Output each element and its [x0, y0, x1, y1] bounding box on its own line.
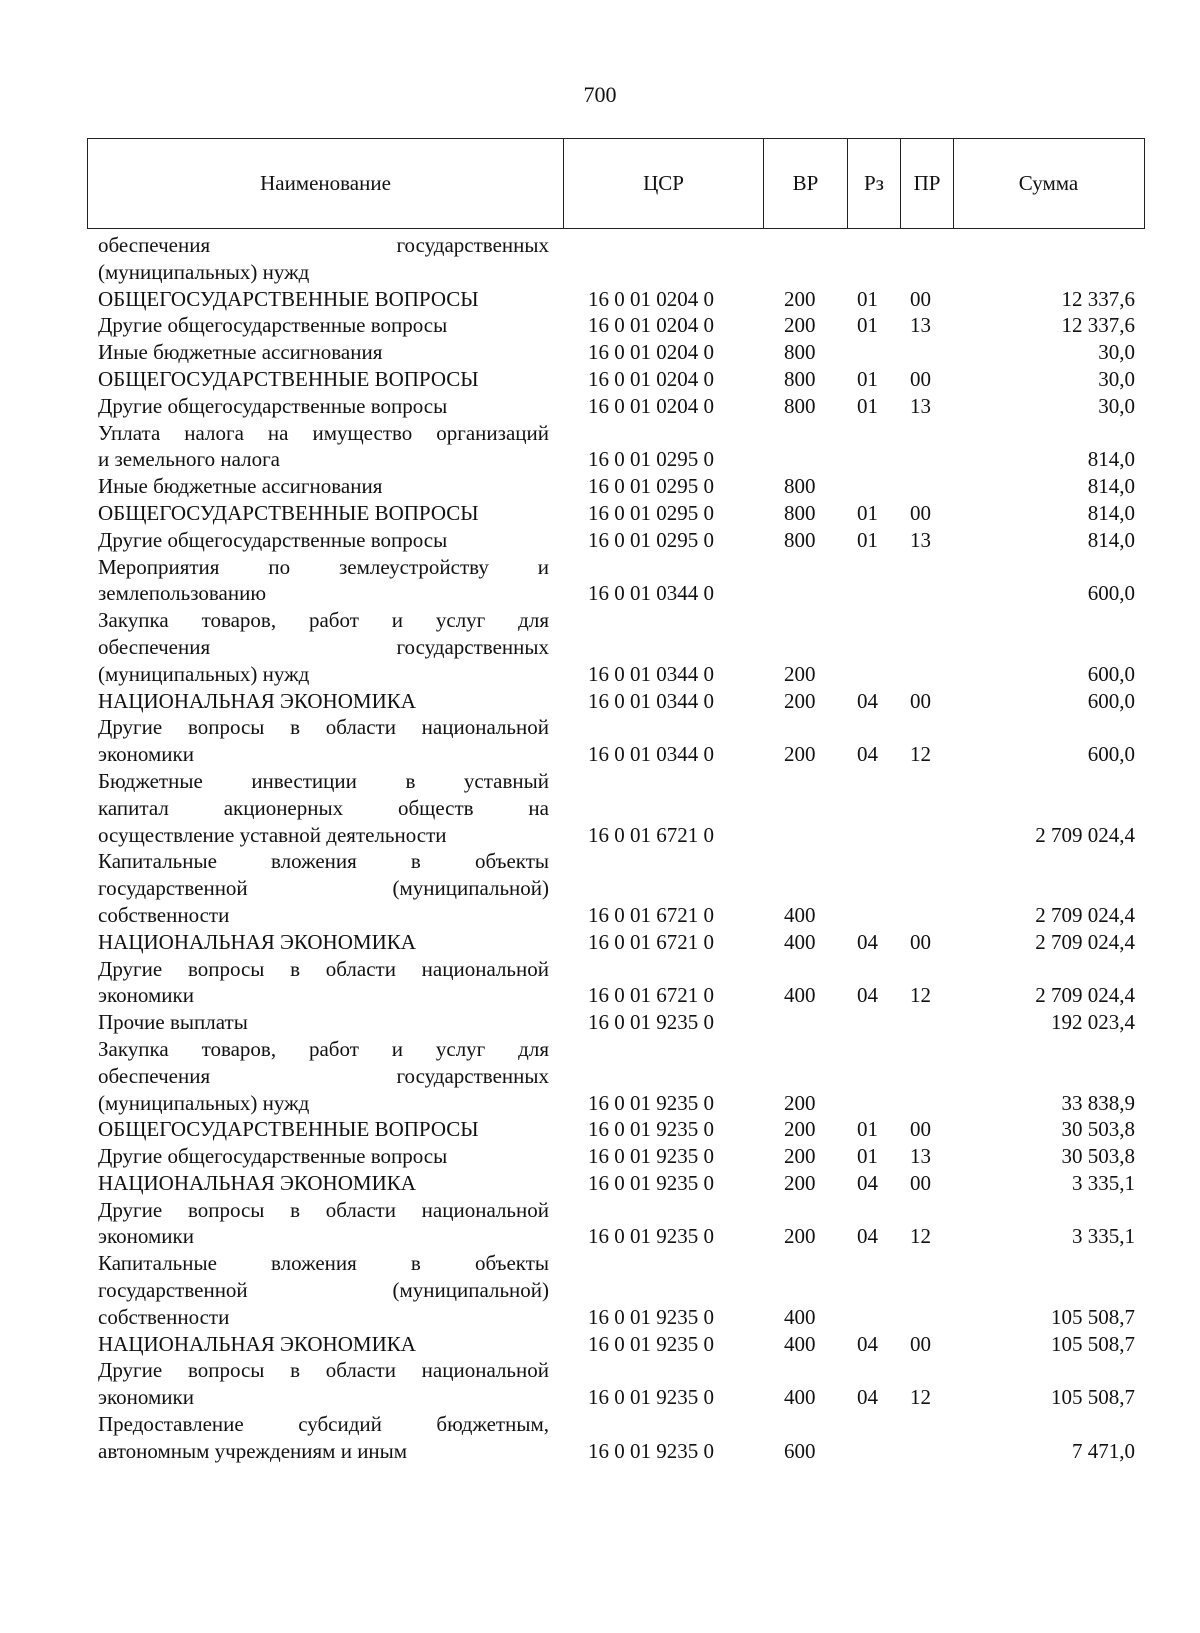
cell-sum: 2 709 024,4	[1035, 983, 1135, 1008]
cell-rz: 01	[857, 500, 878, 525]
cell-rz: 04	[857, 983, 878, 1008]
cell-sum: 30,0	[1098, 340, 1135, 365]
cell-pr: 13	[910, 313, 931, 338]
row-name-line: Иные бюджетные ассигнования	[98, 474, 383, 499]
row-name-line: экономики	[98, 1224, 194, 1249]
cell-csr: 16 0 01 6721 0	[588, 822, 714, 847]
row-values	[0, 339, 1200, 366]
cell-vr: 200	[784, 1224, 816, 1249]
table-row	[0, 312, 1200, 339]
cell-rz: 04	[857, 742, 878, 767]
cell-sum: 600,0	[1087, 661, 1135, 686]
row-name-line: Предоставление субсидий бюджетным,	[98, 1412, 549, 1437]
cell-vr: 800	[784, 366, 816, 391]
cell-rz: 01	[857, 527, 878, 552]
row-name-line: обеспечения государственных	[98, 634, 549, 659]
row-name-line: обеспечения государственных	[98, 233, 549, 257]
row-name-line: обеспечения государственных	[98, 1063, 549, 1088]
row-values	[0, 1304, 1200, 1331]
cell-sum: 7 471,0	[1072, 1438, 1135, 1463]
cell-csr: 16 0 01 9235 0	[588, 1144, 714, 1169]
table-row	[0, 1331, 1200, 1358]
header-sum: Сумма	[1018, 171, 1079, 195]
table-header	[87, 138, 1145, 229]
row-name-line: НАЦИОНАЛЬНАЯ ЭКОНОМИКА	[98, 688, 416, 713]
table-row	[0, 1197, 1200, 1251]
cell-pr: 12	[910, 1224, 931, 1249]
row-name-line: осуществление уставной деятельности	[98, 822, 447, 847]
cell-rz: 04	[857, 1170, 878, 1195]
table-row	[0, 1009, 1200, 1036]
cell-vr: 800	[784, 393, 816, 418]
cell-vr: 800	[784, 474, 816, 499]
row-name-line: ОБЩЕГОСУДАРСТВЕННЫЕ ВОПРОСЫ	[98, 366, 479, 391]
cell-vr: 800	[784, 500, 816, 525]
cell-sum: 105 508,7	[1051, 1385, 1135, 1410]
row-name-line: НАЦИОНАЛЬНАЯ ЭКОНОМИКА	[98, 929, 416, 954]
cell-vr: 400	[784, 1331, 816, 1356]
row-name-line: Другие общегосударственные вопросы	[98, 313, 448, 338]
cell-pr: 00	[910, 688, 931, 713]
cell-vr: 400	[784, 983, 816, 1008]
row-values	[0, 580, 1200, 607]
row-values	[0, 929, 1200, 956]
row-name-line: Иные бюджетные ассигнования	[98, 340, 383, 365]
table-row	[0, 929, 1200, 956]
table-row	[0, 339, 1200, 366]
cell-csr: 16 0 01 0344 0	[588, 742, 714, 767]
cell-pr: 00	[910, 1170, 931, 1195]
row-values	[0, 1090, 1200, 1117]
row-name-line: капитал акционерных обществ на	[98, 795, 549, 820]
row-values	[0, 446, 1200, 473]
table-row	[0, 1036, 1200, 1116]
cell-vr: 200	[784, 688, 816, 713]
cell-sum: 814,0	[1087, 527, 1135, 552]
row-name-line: собственности	[98, 902, 230, 927]
row-name-line: и земельного налога	[98, 447, 281, 472]
cell-rz: 01	[857, 313, 878, 338]
cell-csr: 16 0 01 9235 0	[588, 1170, 714, 1195]
cell-sum: 30,0	[1098, 366, 1135, 391]
cell-sum: 33 838,9	[1061, 1090, 1135, 1115]
cell-sum: 30 503,8	[1061, 1117, 1135, 1142]
row-values	[0, 1009, 1200, 1036]
row-name-line: экономики	[98, 742, 194, 767]
row-values	[0, 1143, 1200, 1170]
cell-csr: 16 0 01 0204 0	[588, 393, 714, 418]
cell-vr: 200	[784, 1117, 816, 1142]
cell-pr: 00	[910, 929, 931, 954]
header-rz: Рз	[848, 139, 901, 228]
table-row	[0, 1411, 1200, 1465]
row-name-line: Другие вопросы в области национальной	[98, 715, 549, 740]
cell-pr: 00	[910, 366, 931, 391]
row-name-line: экономики	[98, 1385, 194, 1410]
row-name-line: ОБЩЕГОСУДАРСТВЕННЫЕ ВОПРОСЫ	[98, 1117, 479, 1142]
cell-pr: 12	[910, 742, 931, 767]
row-name-line: государственной (муниципальной)	[98, 876, 549, 901]
table-row	[0, 420, 1200, 474]
cell-rz: 04	[857, 688, 878, 713]
row-name-line: Другие вопросы в области национальной	[98, 1358, 549, 1383]
row-values	[0, 982, 1200, 1009]
cell-vr: 200	[784, 661, 816, 686]
cell-pr: 12	[910, 1385, 931, 1410]
cell-vr: 800	[784, 340, 816, 365]
row-name-line: Закупка товаров, работ и услуг для	[98, 1036, 549, 1061]
cell-csr: 16 0 01 9235 0	[588, 1117, 714, 1142]
row-values	[0, 393, 1200, 420]
table-row	[0, 500, 1200, 527]
cell-rz: 01	[857, 286, 878, 311]
row-name-line: ОБЩЕГОСУДАРСТВЕННЫЕ ВОПРОСЫ	[98, 500, 479, 525]
row-name-line: Другие вопросы в области национальной	[98, 956, 549, 981]
table-row	[0, 607, 1200, 687]
cell-pr: 12	[910, 983, 931, 1008]
row-name-line: Капитальные вложения в объекты	[98, 1251, 549, 1276]
cell-sum: 600,0	[1087, 581, 1135, 606]
cell-vr: 200	[784, 1144, 816, 1169]
cell-rz: 04	[857, 1385, 878, 1410]
cell-pr: 13	[910, 393, 931, 418]
cell-rz: 01	[857, 1117, 878, 1142]
cell-csr: 16 0 01 0204 0	[588, 313, 714, 338]
cell-vr: 800	[784, 527, 816, 552]
cell-csr: 16 0 01 9235 0	[588, 1331, 714, 1356]
row-values	[0, 1116, 1200, 1143]
row-values	[0, 1384, 1200, 1411]
cell-pr: 00	[910, 1331, 931, 1356]
row-values	[0, 822, 1200, 849]
table-row	[0, 527, 1200, 554]
row-values	[0, 286, 1200, 313]
row-name-line: Другие общегосударственные вопросы	[98, 1144, 448, 1169]
table-row	[0, 768, 1200, 848]
cell-sum: 600,0	[1087, 742, 1135, 767]
row-values	[0, 1438, 1200, 1465]
cell-csr: 16 0 01 0204 0	[588, 340, 714, 365]
cell-vr: 400	[784, 1304, 816, 1329]
cell-csr: 16 0 01 6721 0	[588, 902, 714, 927]
cell-sum: 192 023,4	[1051, 1010, 1135, 1035]
cell-sum: 2 709 024,4	[1035, 929, 1135, 954]
cell-sum: 105 508,7	[1051, 1304, 1135, 1329]
table-row	[0, 1357, 1200, 1411]
table-row	[0, 956, 1200, 1010]
row-name-line: Бюджетные инвестиции в уставный	[98, 768, 549, 793]
cell-pr: 00	[910, 286, 931, 311]
row-values	[0, 902, 1200, 929]
cell-pr: 13	[910, 1144, 931, 1169]
cell-sum: 3 335,1	[1072, 1224, 1135, 1249]
cell-sum: 12 337,6	[1061, 313, 1135, 338]
row-values	[0, 500, 1200, 527]
row-name-line: Закупка товаров, работ и услуг для	[98, 608, 549, 633]
row-values	[0, 259, 1200, 286]
cell-pr: 13	[910, 527, 931, 552]
table-row	[0, 848, 1200, 928]
cell-csr: 16 0 01 9235 0	[588, 1224, 714, 1249]
cell-sum: 814,0	[1087, 447, 1135, 472]
cell-csr: 16 0 01 0344 0	[588, 688, 714, 713]
table-row	[0, 366, 1200, 393]
header-csr: ЦСР	[564, 139, 764, 228]
cell-csr: 16 0 01 0204 0	[588, 286, 714, 311]
cell-csr: 16 0 01 6721 0	[588, 929, 714, 954]
table-row	[0, 393, 1200, 420]
cell-pr: 00	[910, 1117, 931, 1142]
cell-sum: 600,0	[1087, 688, 1135, 713]
row-name-line: собственности	[98, 1304, 230, 1329]
row-values	[0, 1170, 1200, 1197]
cell-csr: 16 0 01 9235 0	[588, 1304, 714, 1329]
cell-sum: 814,0	[1087, 474, 1135, 499]
table-row	[0, 714, 1200, 768]
cell-csr: 16 0 01 0295 0	[588, 527, 714, 552]
table-row	[0, 688, 1200, 715]
page-number: 700	[583, 82, 617, 107]
table-row	[0, 473, 1200, 500]
row-name-line: автономным учреждениям и иным	[98, 1438, 408, 1463]
table-row	[0, 1170, 1200, 1197]
cell-rz: 01	[857, 1144, 878, 1169]
row-values	[0, 1331, 1200, 1358]
cell-vr: 400	[784, 902, 816, 927]
cell-rz: 01	[857, 366, 878, 391]
cell-vr: 400	[784, 929, 816, 954]
cell-csr: 16 0 01 0204 0	[588, 366, 714, 391]
header-vr: ВР	[764, 139, 848, 228]
row-values	[0, 661, 1200, 688]
cell-csr: 16 0 01 9235 0	[588, 1010, 714, 1035]
cell-csr: 16 0 01 0295 0	[588, 500, 714, 525]
cell-csr: 16 0 01 9235 0	[588, 1438, 714, 1463]
cell-sum: 30,0	[1098, 393, 1135, 418]
cell-rz: 04	[857, 929, 878, 954]
table-row	[0, 1250, 1200, 1330]
table-row	[0, 1143, 1200, 1170]
row-name-line: Уплата налога на имущество организаций	[98, 420, 549, 445]
cell-csr: 16 0 01 0295 0	[588, 474, 714, 499]
cell-sum: 2 709 024,4	[1035, 902, 1135, 927]
cell-vr: 400	[784, 1385, 816, 1410]
cell-csr: 16 0 01 9235 0	[588, 1385, 714, 1410]
table-row	[0, 1116, 1200, 1143]
row-values	[0, 527, 1200, 554]
row-name-line: ОБЩЕГОСУДАРСТВЕННЫЕ ВОПРОСЫ	[98, 286, 479, 311]
cell-vr: 200	[784, 1090, 816, 1115]
cell-vr: 200	[784, 1170, 816, 1195]
header-pr: ПР	[901, 139, 954, 228]
cell-csr: 16 0 01 0344 0	[588, 581, 714, 606]
row-values	[0, 1223, 1200, 1250]
cell-vr: 600	[784, 1438, 816, 1463]
row-name-line: НАЦИОНАЛЬНАЯ ЭКОНОМИКА	[98, 1331, 416, 1356]
header-name: Наименование	[88, 139, 564, 228]
cell-sum: 12 337,6	[1061, 286, 1135, 311]
cell-vr: 200	[784, 313, 816, 338]
row-name-line: экономики	[98, 983, 194, 1008]
cell-sum: 105 508,7	[1051, 1331, 1135, 1356]
cell-vr: 200	[784, 742, 816, 767]
row-name-line: Мероприятия по землеустройству и	[98, 554, 549, 579]
cell-csr: 16 0 01 0295 0	[588, 447, 714, 472]
row-name-line: Капитальные вложения в объекты	[98, 849, 549, 874]
cell-sum: 2 709 024,4	[1035, 822, 1135, 847]
cell-rz: 01	[857, 393, 878, 418]
table-body	[0, 232, 1200, 1465]
cell-sum: 30 503,8	[1061, 1144, 1135, 1169]
row-name-line: НАЦИОНАЛЬНАЯ ЭКОНОМИКА	[98, 1170, 416, 1195]
row-name-line: (муниципальных) нужд	[98, 661, 310, 686]
row-name-line: землепользованию	[98, 581, 267, 606]
row-name-line: Прочие выплаты	[98, 1010, 248, 1035]
row-name-line: Другие общегосударственные вопросы	[98, 393, 448, 418]
row-name-line: Другие общегосударственные вопросы	[98, 527, 448, 552]
row-values	[0, 688, 1200, 715]
cell-pr: 00	[910, 500, 931, 525]
cell-csr: 16 0 01 0344 0	[588, 661, 714, 686]
cell-vr: 200	[784, 286, 816, 311]
row-name-line: государственной (муниципальной)	[98, 1278, 549, 1303]
row-values	[0, 473, 1200, 500]
cell-rz: 04	[857, 1224, 878, 1249]
row-name-line: (муниципальных) нужд	[98, 259, 310, 284]
table-row	[0, 554, 1200, 608]
row-name-line: Другие вопросы в области национальной	[98, 1197, 549, 1222]
cell-csr: 16 0 01 9235 0	[588, 1090, 714, 1115]
table-row	[0, 232, 1200, 286]
cell-rz: 04	[857, 1331, 878, 1356]
table-row	[0, 286, 1200, 313]
cell-sum: 3 335,1	[1072, 1170, 1135, 1195]
row-name-line: (муниципальных) нужд	[98, 1090, 310, 1115]
cell-csr: 16 0 01 6721 0	[588, 983, 714, 1008]
row-values	[0, 312, 1200, 339]
row-values	[0, 741, 1200, 768]
cell-sum: 814,0	[1087, 500, 1135, 525]
row-values	[0, 366, 1200, 393]
